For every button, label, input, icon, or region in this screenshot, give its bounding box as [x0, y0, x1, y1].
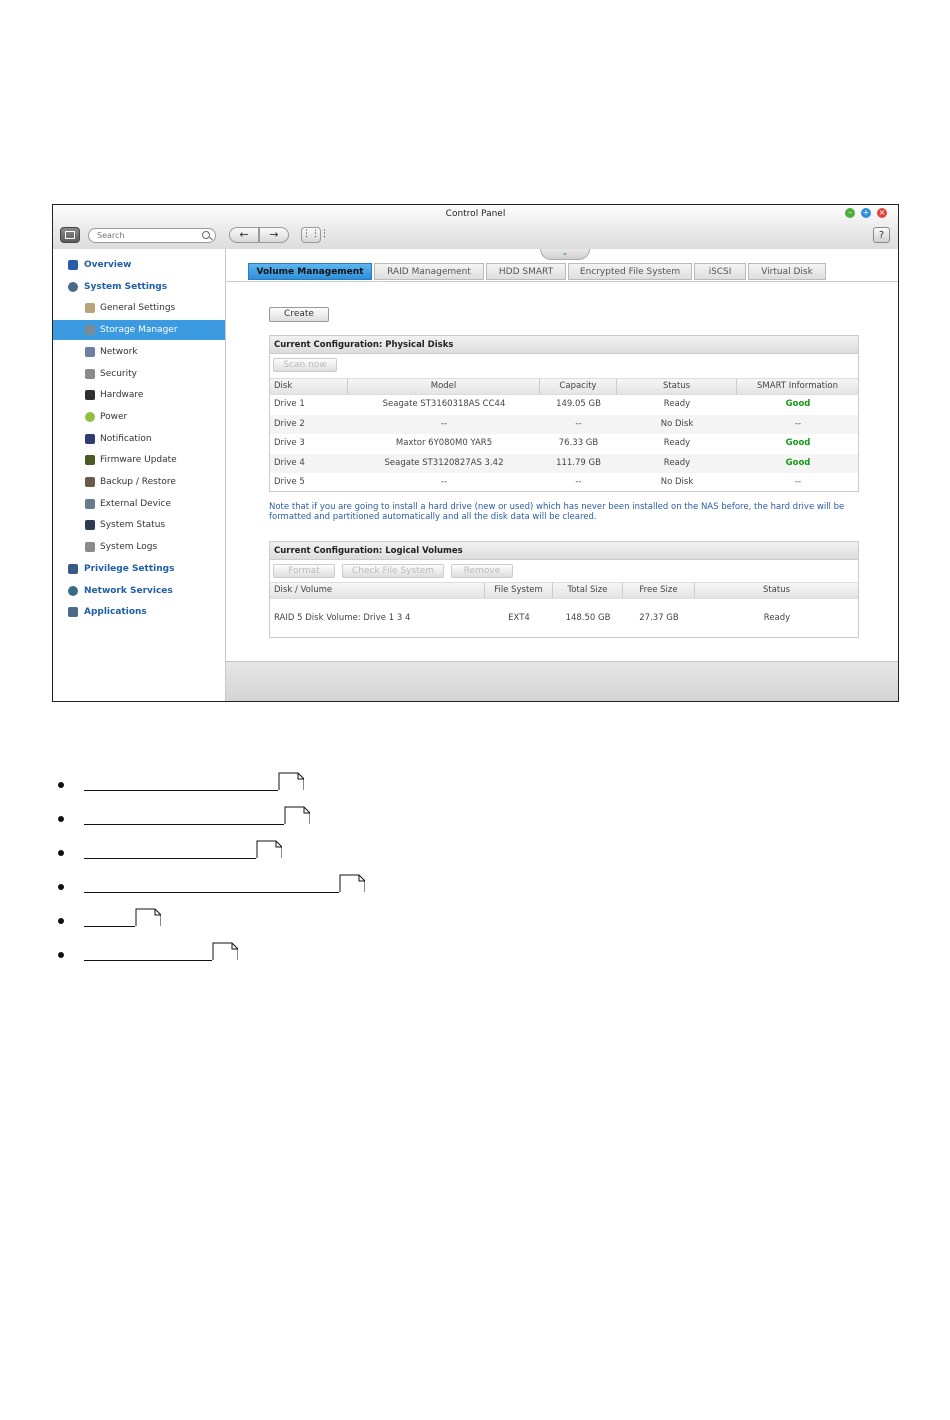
column-header: Model — [348, 379, 540, 394]
sidebar-item-label: Security — [100, 368, 137, 379]
page-link-icon[interactable] — [212, 942, 238, 960]
table-row[interactable] — [270, 415, 858, 435]
table-cell: RAID 5 Disk Volume: Drive 1 3 4 — [274, 613, 411, 623]
sidebar-item-overview[interactable] — [53, 255, 225, 275]
maximize-button[interactable]: + — [862, 208, 870, 217]
notification-icon — [85, 434, 95, 444]
column-header: Capacity — [540, 379, 617, 394]
bullet-point — [58, 952, 64, 958]
user-icon — [68, 564, 78, 574]
tab-divider — [226, 281, 898, 282]
settings-sheet-icon — [85, 303, 95, 313]
sidebar-item-applications[interactable] — [53, 602, 225, 622]
table-cell: 76.33 GB — [558, 438, 599, 449]
hardware-icon — [85, 390, 95, 400]
column-header: Disk / Volume — [270, 583, 485, 598]
link-placeholder[interactable] — [84, 960, 212, 961]
sidebar-item-system-settings[interactable] — [53, 277, 225, 297]
table-cell: Drive 4 — [274, 457, 305, 468]
tab-virtual-disk[interactable]: Virtual Disk — [748, 263, 826, 280]
check-file-system-button[interactable]: Check File System — [342, 564, 444, 578]
install-note: Note that if you are going to install a hard drive (new or used) which has never been installed on the NAS before, the hard drive will be formatted and partitioned automatically and all the disk data will be cleared. — [269, 502, 845, 522]
page-link-icon[interactable] — [256, 840, 282, 858]
search-box[interactable] — [88, 228, 216, 243]
grid-icon: ⋮⋮⋮ — [302, 229, 329, 239]
table-cell: 149.05 GB — [556, 399, 601, 409]
sidebar-item-privilege-settings[interactable] — [53, 559, 225, 579]
network-icon — [85, 347, 95, 357]
table-cell: Good — [785, 457, 811, 468]
sidebar-item-label: General Settings — [100, 303, 176, 314]
sidebar-item-system-logs[interactable] — [53, 537, 225, 557]
bulb-icon — [85, 412, 95, 422]
external-device-icon — [85, 499, 95, 509]
sidebar-item-notification[interactable] — [53, 429, 225, 449]
tab-volume-management[interactable]: Volume Management — [248, 263, 372, 280]
sidebar-item-label: Network Services — [84, 585, 173, 596]
sidebar-item-hardware[interactable] — [53, 385, 225, 405]
sidebar-item-general-settings[interactable] — [53, 298, 225, 318]
table-cell: Drive 3 — [274, 438, 305, 449]
sidebar-item-label: Storage Manager — [100, 325, 178, 336]
table-cell: Drive 5 — [274, 477, 305, 488]
gear-icon — [68, 282, 78, 292]
table-cell: -- — [794, 418, 802, 429]
table-cell: Maxtor 6Y080M0 YAR5 — [395, 438, 493, 449]
sidebar-item-label: System Status — [100, 520, 166, 531]
link-placeholder[interactable] — [84, 824, 284, 825]
table-cell: Ready — [663, 457, 691, 468]
column-header: Status — [695, 583, 859, 598]
table-cell: No Disk — [660, 477, 694, 488]
table-cell: Seagate ST3120827AS 3.42 — [384, 457, 504, 468]
link-placeholder[interactable] — [84, 790, 278, 791]
column-header: Status — [617, 379, 737, 394]
tab-hdd-smart[interactable]: HDD SMART — [486, 263, 566, 280]
bullet-point — [58, 816, 64, 822]
page-link-icon[interactable] — [339, 874, 365, 892]
page-link-icon[interactable] — [278, 772, 304, 790]
overview-icon — [68, 260, 78, 270]
forward-button[interactable] — [259, 227, 289, 243]
control-panel-window — [52, 204, 899, 702]
table-cell: -- — [440, 477, 448, 488]
tab-encrypted-file-system[interactable]: Encrypted File System — [568, 263, 692, 280]
table-cell: -- — [575, 418, 582, 429]
lock-icon — [85, 369, 95, 379]
storage-icon — [85, 325, 95, 335]
app-grid-button[interactable] — [301, 227, 329, 243]
sidebar-item-label: Network — [100, 346, 138, 357]
applications-icon — [68, 607, 78, 617]
sidebar-item-label: External Device — [100, 498, 171, 509]
sidebar-item-security[interactable] — [53, 364, 225, 384]
sidebar-item-label: Firmware Update — [100, 455, 177, 466]
create-button[interactable]: Create — [269, 307, 329, 322]
table-row[interactable] — [270, 454, 858, 474]
table-cell: Good — [785, 438, 811, 449]
sidebar-item-label: Backup / Restore — [100, 477, 176, 487]
sidebar-item-storage-manager[interactable] — [53, 320, 225, 340]
sidebar-item-label: Hardware — [100, 390, 144, 401]
monitor-icon — [85, 520, 95, 530]
table-cell: 111.79 GB — [556, 457, 601, 468]
bullet-point — [58, 850, 64, 856]
footer-bar — [226, 661, 898, 702]
table-cell: Seagate ST3160318AS CC44 — [382, 399, 506, 409]
sidebar-item-external-device[interactable] — [53, 494, 225, 514]
minimize-button[interactable]: – — [845, 208, 855, 218]
help-button[interactable]: ? — [873, 227, 890, 243]
sidebar-item-system-status[interactable] — [53, 515, 225, 535]
bullet-point — [58, 918, 64, 924]
sidebar-item-power[interactable] — [53, 407, 225, 427]
table-cell: Ready — [663, 399, 691, 409]
logical-volumes-title: Current Configuration: Logical Volumes — [270, 542, 858, 560]
page-link-icon[interactable] — [135, 908, 161, 926]
collapse-toggle[interactable] — [540, 249, 590, 260]
main-content — [226, 249, 898, 661]
link-placeholder[interactable] — [84, 892, 339, 893]
table-cell: Good — [785, 399, 811, 409]
format-button[interactable]: Format — [273, 564, 335, 578]
column-header: SMART Information — [737, 379, 859, 394]
physical-disks-header — [270, 378, 858, 395]
scan-now-button[interactable]: Scan now — [273, 358, 337, 372]
window-icon — [65, 231, 75, 239]
remove-button[interactable]: Remove — [451, 564, 513, 578]
main-menu-button[interactable] — [60, 227, 80, 243]
sidebar-item-label: System Settings — [84, 281, 168, 292]
window-title: Control Panel — [445, 209, 506, 219]
search-icon[interactable] — [202, 231, 210, 239]
bullet-point — [58, 782, 64, 788]
sidebar — [53, 249, 226, 701]
physical-disks-title: Current Configuration: Physical Disks — [270, 336, 858, 354]
sidebar-item-network[interactable] — [53, 342, 225, 362]
table-row[interactable] — [270, 434, 858, 454]
sidebar-item-backup-restore[interactable] — [53, 472, 225, 492]
table-cell: No Disk — [660, 418, 694, 429]
physical-disks-panel — [269, 335, 859, 492]
link-placeholder[interactable] — [84, 858, 256, 859]
table-cell: -- — [440, 418, 448, 429]
table-cell: Drive 1 — [274, 399, 305, 409]
sidebar-item-firmware-update[interactable] — [53, 450, 225, 470]
column-header: Disk — [270, 379, 348, 394]
page-link-icon[interactable] — [284, 806, 310, 824]
backup-icon — [85, 477, 95, 487]
table-row[interactable] — [270, 473, 858, 493]
table-cell: -- — [794, 477, 802, 488]
chevron-down-icon: ⌄ — [561, 248, 569, 257]
bullet-point — [58, 884, 64, 890]
tab-raid-management[interactable]: RAID Management — [374, 263, 484, 280]
logs-icon — [85, 542, 95, 552]
table-cell: -- — [575, 477, 582, 488]
logical-volumes-header — [270, 582, 858, 599]
arrow-right-icon: → — [269, 228, 279, 241]
column-header: File System — [485, 583, 553, 598]
table-cell: 27.37 GB — [639, 613, 679, 623]
sidebar-item-label: Notification — [100, 433, 152, 444]
arrow-left-icon: ← — [239, 228, 249, 241]
column-header: Total Size — [553, 583, 623, 598]
table-row[interactable] — [270, 395, 858, 415]
link-placeholder[interactable] — [84, 926, 135, 927]
globe-icon — [68, 586, 78, 596]
sidebar-item-label: System Logs — [100, 542, 158, 553]
table-cell: 148.50 GB — [565, 613, 611, 623]
table-cell: Ready — [763, 613, 791, 623]
search-input[interactable] — [97, 230, 197, 241]
logical-volumes-panel — [269, 541, 859, 638]
column-header: Free Size — [623, 583, 695, 598]
sidebar-item-label: Applications — [84, 607, 147, 618]
table-cell: Ready — [663, 438, 691, 449]
table-cell: Drive 2 — [274, 418, 305, 429]
back-button[interactable] — [229, 227, 259, 243]
table-row[interactable] — [270, 598, 858, 638]
table-cell: EXT4 — [508, 613, 530, 623]
sidebar-item-label: Power — [100, 411, 128, 422]
tab-iscsi[interactable]: iSCSI — [694, 263, 746, 280]
sidebar-item-label: Privilege Settings — [84, 563, 175, 574]
title-bar — [53, 205, 898, 250]
close-button[interactable]: × — [878, 208, 886, 217]
sidebar-item-label: Overview — [84, 260, 132, 270]
sidebar-item-network-services[interactable] — [53, 581, 225, 601]
firmware-icon — [85, 455, 95, 465]
